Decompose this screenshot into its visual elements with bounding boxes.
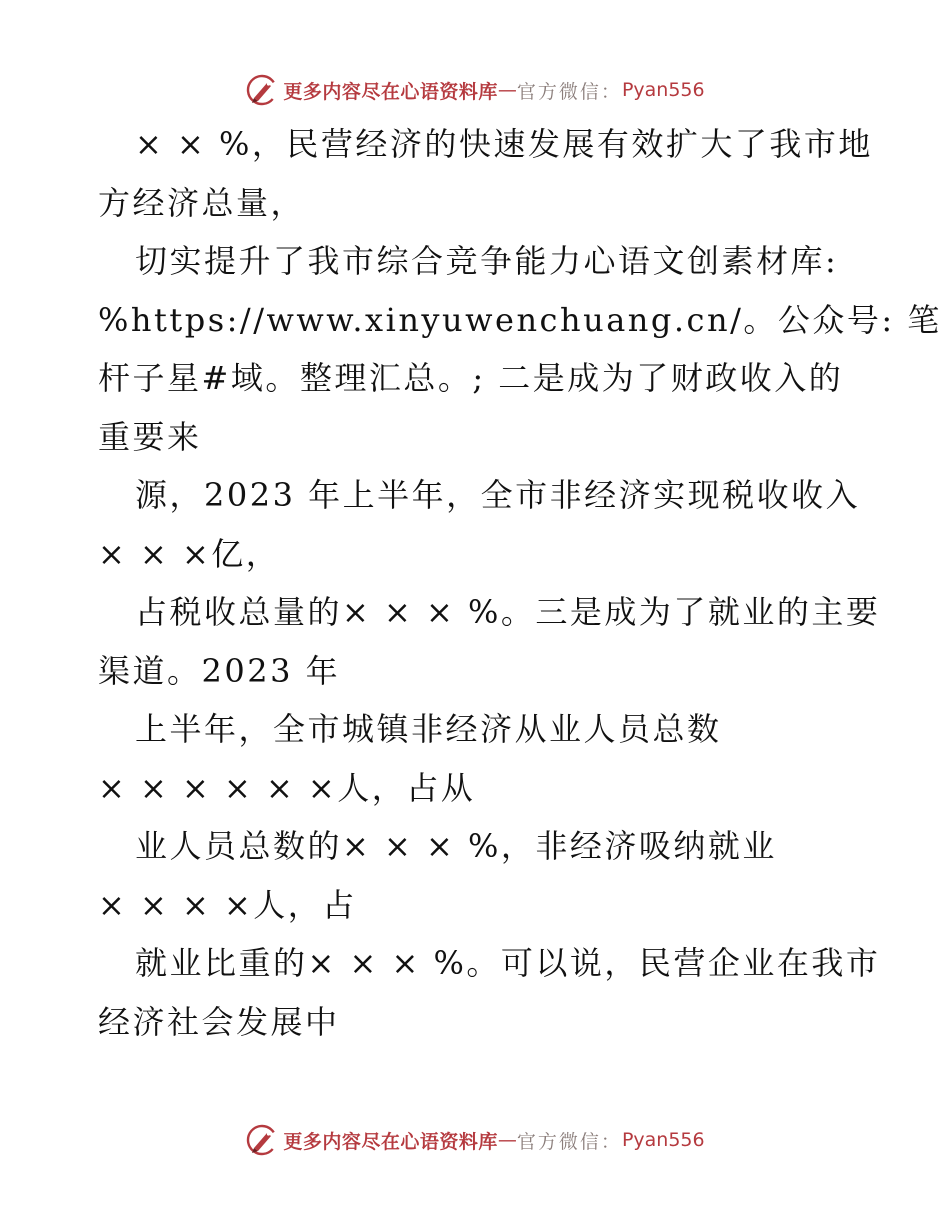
pen-logo-icon bbox=[245, 1123, 279, 1157]
watermark-main-text: 更多内容尽在心语资料库 bbox=[283, 1130, 498, 1153]
text-line: %https://www.xinyuwenchuang.cn/。公众号: 笔 bbox=[98, 300, 942, 339]
pen-logo-icon bbox=[245, 73, 279, 107]
text-line: 上半年，全市城镇非经济从业人员总数 bbox=[135, 710, 722, 748]
text-line: 渠道。2023 年 bbox=[98, 651, 341, 690]
footer-watermark bbox=[0, 1120, 950, 1160]
header-watermark bbox=[0, 70, 950, 110]
watermark-sub-text: 官方微信： bbox=[516, 80, 622, 103]
text-line: 源，2023 年上半年，全市非经济实现税收收入 bbox=[135, 476, 861, 514]
watermark-dash: — bbox=[497, 1129, 517, 1151]
document-body bbox=[98, 115, 942, 1051]
text-line: 重要来 bbox=[98, 417, 202, 456]
watermark-wechat-id: Pyan556 bbox=[621, 79, 705, 101]
text-line: 杆子星#域。整理汇总。; 二是成为了财政收入的 bbox=[98, 359, 844, 397]
text-line: 就业比重的× × × %。可以说，民营企业在我市 bbox=[135, 944, 881, 982]
watermark-wechat-id: Pyan556 bbox=[621, 1129, 705, 1151]
watermark-dash: — bbox=[497, 79, 517, 101]
watermark-sub-text: 官方微信： bbox=[516, 1130, 622, 1153]
text-line: × × × × × ×人，占从 bbox=[98, 768, 476, 807]
text-line: × × ×亿， bbox=[98, 534, 281, 573]
text-line: 业人员总数的× × × %，非经济吸纳就业 bbox=[135, 827, 777, 865]
text-line: 经济社会发展中 bbox=[98, 1002, 340, 1041]
text-line: 占税收总量的× × × %。三是成为了就业的主要 bbox=[135, 593, 881, 631]
text-line: × × × ×人，占 bbox=[98, 885, 357, 924]
text-line: 切实提升了我市综合竞争能力心语文创素材库: bbox=[135, 242, 839, 280]
text-line: 方经济总量， bbox=[98, 183, 306, 222]
text-line: × × %，民营经济的快速发展有效扩大了我市地 bbox=[135, 125, 873, 163]
watermark-main-text: 更多内容尽在心语资料库 bbox=[283, 80, 498, 103]
